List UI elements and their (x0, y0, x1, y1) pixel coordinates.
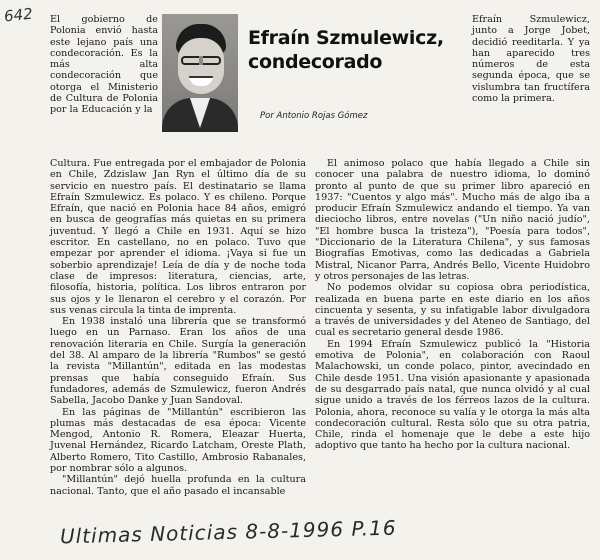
right-wide-column (315, 158, 590, 452)
handwritten-page-number: 642 (3, 4, 34, 26)
paragraph: "Millantún" dejó huella profunda en la cultura nacional. Tanto, que el año pasado el incansable (50, 474, 306, 497)
paragraph: Efraín Szmulewicz, junto a Jorge Jobet, decidió reeditarla. Y ya han aparecido tres números de esta segunda época, que se vislumbra tan fructífera como la primera. (472, 14, 590, 105)
headline: Efraín Szmulewicz, condecorado (248, 27, 444, 73)
paragraph: En 1994 Efraín Szmulewicz publicó la "Historia emotiva de Polonia", en colaboración con Raoul Malachowski, un conde polaco, pintor, avecindado en Chile desde 1951. Una visión apasionante y apasionada de su desgarrado país natal, que nunca olvidó y al cual sigue unido a través de los férreos lazos de la cultura. Polonia, ahora, reconoce su valía y le otorga la más alta condecoración cultural. Resta sólo que su otra patria, Chile, rinda el homenaje que le debe a este hijo adoptivo que tanto ha hecho por la cultura nacional. (315, 338, 590, 452)
paragraph: No podemos olvidar su copiosa obra periodística, realizada en buena parte en este diario en los años cincuenta y sesenta, y su infatigable labor divulgadora a través de universidades y del Ateneo de Santiago, del cual es secretario general desde 1986. (315, 282, 590, 339)
paragraph: El gobierno de Polonia envió hasta este lejano país una condecoración. Es la más alta condecoración que otorga el Ministerio de Cultura de Polonia por la Educación y la (50, 14, 158, 116)
left-narrow-column (50, 14, 158, 116)
paragraph: El animoso polaco que había llegado a Chile sin conocer una palabra de nuestro idioma, lo dominó pronto al punto de que su primer libro apareció en 1937: "Cuentos y algo más". Mucho más de algo iba a producir Efraín Szmulewicz andando el tiempo. Ya van dieciocho libros, entre novelas ("Un niño nació judío", "El hombre busca la tristeza"), "Poesía para todos", "Diccionario de la Literatura Chilena", y sus famosas Biografías Emotivas, como las dedicadas a Gabriela Mistral, Nicanor Parra, Andrés Bello, Vicente Huidobro y otros personajes de las letras. (315, 158, 590, 282)
byline: Por Antonio Rojas Gómez (260, 111, 368, 121)
paragraph: En 1938 instaló una librería que se transformó luego en un Parnaso. Eran los años de una renovación literaria en Chile. Surgía la generación del 38. Al amparo de la librería "Rumbos" se gestó la revista "Millantún", editada en las modestas prensas que había conseguido Efraín. Sus fundadores, además de Szmulewicz, fueron Andrés Sabella, Jacobo Danke y Juan Sandoval. (50, 316, 306, 407)
paragraph: Cultura. Fue entregada por el embajador de Polonia en Chile, Zdzislaw Jan Ryn el último día de su servicio en nuestro país. El destinatario se llama Efraín Szmulewicz. Es polaco. Y es chileno. Porque Efraín, que nació en Polonia hace 84 años, emigró en busca de geografías más quietas en su primera juventud. Y llegó a Chile en 1931. Aquí se hizo escritor. En castellano, no en polaco. Tuvo que empezar por aprender el idioma. ¡Vaya si fue un soberbio aprendizaje! Leía de día y de noche toda clase de impresos: literatura, ciencias, arte, filosofía, historia, política. Los libros entraron por sus ojos y le llenaron el cerebro y el corazón. Por sus venas circula la tinta de imprenta. (50, 158, 306, 316)
paragraph: En las páginas de "Millantún" escribieron las plumas más destacadas de esa época: Vicente Mengod, Antonio R. Romera, Eleazar Huerta, Juvenal Hernández, Ricardo Latcham, Oreste Plath, Alberto Romero, Tito Castillo, Ambrosio Rabanales, por nombrar sólo a algunos. (50, 406, 306, 475)
portrait-photo (162, 14, 238, 132)
left-wide-column (50, 158, 306, 497)
right-narrow-column (472, 14, 590, 104)
handwritten-source-date: Ultimas Noticias 8-8-1996 P.16 (59, 515, 397, 549)
